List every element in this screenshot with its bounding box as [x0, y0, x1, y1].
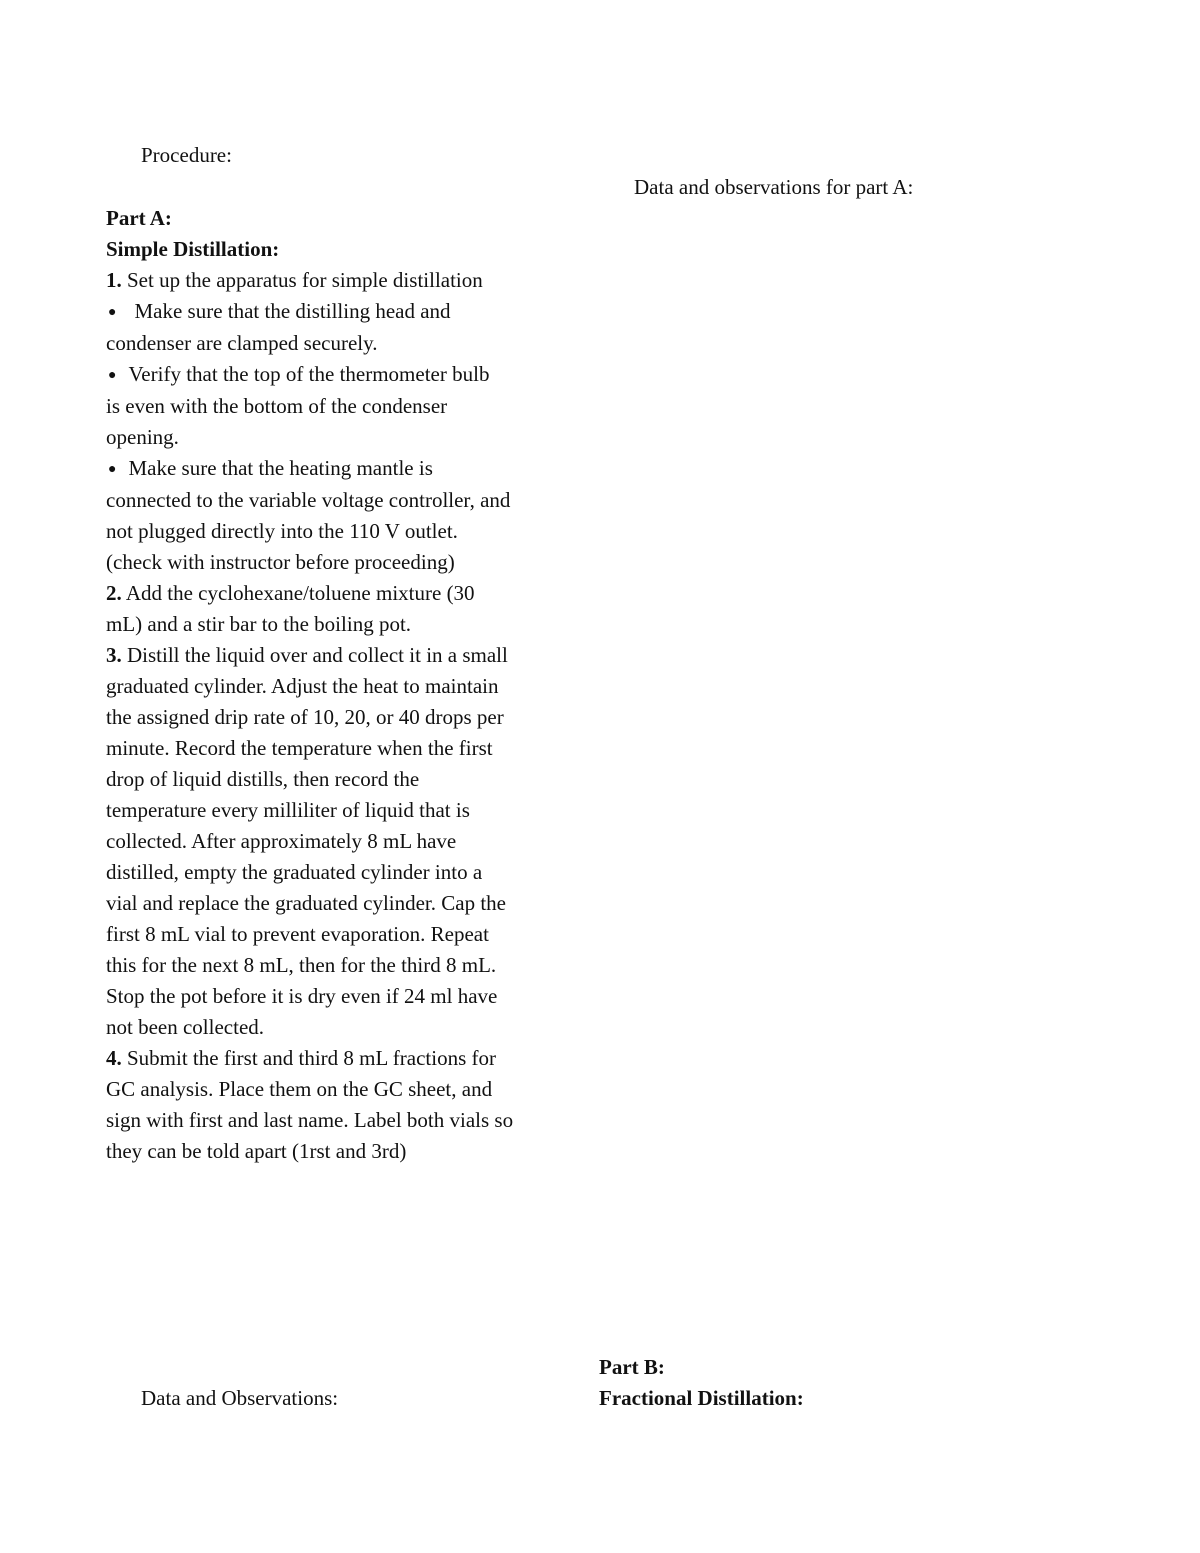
bullet-item [106, 296, 581, 328]
bullet-item [106, 453, 581, 485]
step-3-number: 3. [106, 643, 122, 667]
bullet-line: condenser are clamped securely. [106, 331, 378, 355]
step-line: first 8 mL vial to prevent evaporation. Repeat [106, 922, 489, 946]
step-line: temperature every milliliter of liquid that is [106, 798, 470, 822]
part-b-subtitle: Fractional Distillation: [599, 1386, 804, 1410]
step-line: mL) and a stir bar to the boiling pot. [106, 612, 412, 636]
step-1 [106, 265, 581, 296]
bullet-icon: ● [108, 305, 117, 320]
step-2 [106, 578, 581, 609]
step-line: sign with first and last name. Label both vials so [106, 1108, 514, 1132]
step-3 [106, 640, 581, 671]
bullet-line: not plugged directly into the 110 V outlet. [106, 519, 458, 543]
bullet-line: Make sure that the heating mantle is [128, 456, 433, 480]
bullet-line: connected to the variable voltage controller, and [106, 488, 511, 512]
bullet-line: is even with the bottom of the condenser [106, 394, 448, 418]
step-line: this for the next 8 mL, then for the third 8 mL. [106, 953, 497, 977]
step-line: distilled, empty the graduated cylinder into a [106, 860, 483, 884]
part-b-title: Part B: [599, 1355, 665, 1379]
bullet-item [106, 359, 581, 391]
step-line: collected. After approximately 8 mL have [106, 829, 457, 853]
step-1-number: 1. [106, 268, 122, 292]
step-line: Distill the liquid over and collect it in a small [121, 643, 508, 667]
step-4-number: 4. [106, 1046, 122, 1070]
step-line: vial and replace the graduated cylinder. Cap the [106, 891, 506, 915]
step-line: Submit the first and third 8 mL fractions for [121, 1046, 496, 1070]
step-line: they can be told apart (1rst and 3rd) [106, 1139, 407, 1163]
step-line: Stop the pot before it is dry even if 24 ml have [106, 984, 498, 1008]
part-a-section [106, 203, 581, 1167]
data-observations-heading: Data and Observations: [141, 1386, 339, 1410]
step-line: not been collected. [106, 1015, 265, 1039]
step-2-number: 2. [106, 581, 122, 605]
step-line: graduated cylinder. Adjust the heat to maintain [106, 674, 499, 698]
part-a-subtitle: Simple Distillation: [106, 237, 280, 261]
step-4 [106, 1043, 581, 1074]
data-observations-part-a-heading: Data and observations for part A: [634, 175, 914, 199]
step-1-text: Set up the apparatus for simple distillation [121, 268, 483, 292]
part-a-title: Part A: [106, 206, 172, 230]
bullet-icon: ● [108, 368, 117, 383]
bullet-line: Make sure that the distilling head and [134, 299, 451, 323]
step-line: the assigned drip rate of 10, 20, or 40 drops per [106, 705, 504, 729]
bullet-icon: ● [108, 462, 117, 477]
step-line: Add the cyclohexane/toluene mixture (30 [121, 581, 475, 605]
procedure-heading: Procedure: [141, 143, 232, 167]
bullet-line: opening. [106, 425, 179, 449]
bullet-line: (check with instructor before proceeding) [106, 550, 455, 574]
step-line: drop of liquid distills, then record the [106, 767, 420, 791]
step-line: minute. Record the temperature when the first [106, 736, 493, 760]
step-line: GC analysis. Place them on the GC sheet, and [106, 1077, 493, 1101]
bullet-line: Verify that the top of the thermometer bulb [128, 362, 490, 386]
